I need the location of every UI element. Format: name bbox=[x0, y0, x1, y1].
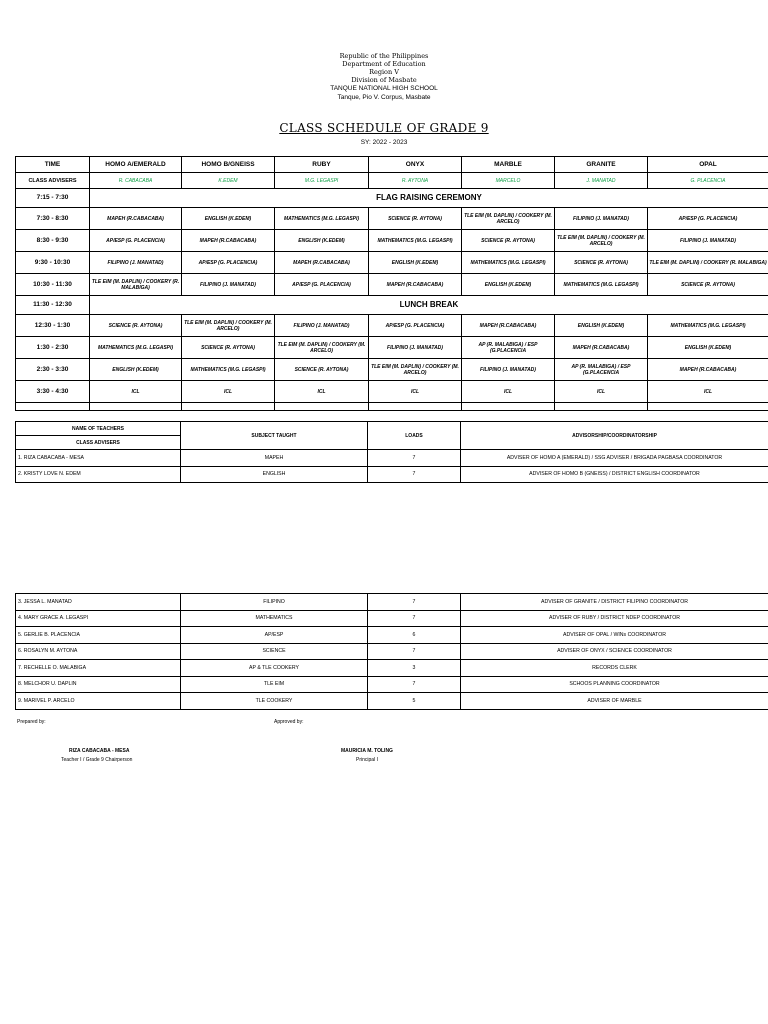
schedule-cell: ICL bbox=[182, 381, 275, 403]
blank-cell bbox=[90, 403, 182, 411]
schedule-row bbox=[16, 359, 768, 381]
blank-cell bbox=[182, 403, 275, 411]
schedule-cell: MATHEMATICS (M.G. LEGASPI) bbox=[182, 359, 275, 381]
teacher-loads: 7 bbox=[368, 466, 461, 483]
time-slot: 9:30 - 10:30 bbox=[16, 252, 90, 274]
schedule-cell: FILIPINO (J. MANATAD) bbox=[182, 274, 275, 296]
time-slot: 3:30 - 4:30 bbox=[16, 381, 90, 403]
schedule-header-row bbox=[16, 157, 768, 173]
teacher-role: ADVISER OF RUBY / DISTRICT NDEP COORDINATOR bbox=[461, 610, 768, 627]
teacher-row bbox=[16, 610, 768, 627]
school-year: SY: 2022 - 2023 bbox=[360, 139, 408, 146]
time-slot: 8:30 - 9:30 bbox=[16, 230, 90, 252]
teacher-name: 7. RECHELLE O. MALABIGA bbox=[16, 660, 181, 677]
schedule-cell: SCIENCE (R. AYTONA) bbox=[648, 274, 768, 296]
header-advisorship: ADVISORSHIP/COORDINATORSHIP bbox=[461, 422, 768, 450]
schedule-table bbox=[15, 156, 768, 411]
schedule-cell: AP/ESP (G. PLACENCIA) bbox=[182, 252, 275, 274]
time-slot: 7:30 - 8:30 bbox=[16, 208, 90, 230]
teacher-subject: FILIPINO bbox=[181, 594, 368, 611]
class-adviser-name: M.G. LEGASPI bbox=[275, 173, 369, 189]
teacher-row bbox=[16, 450, 768, 467]
schedule-cell: ENGLISH (K.EDEM) bbox=[275, 230, 369, 252]
school-address: Tanque, Pio V. Corpus, Masbate bbox=[337, 94, 431, 101]
teacher-subject: AP & TLE COOKERY bbox=[181, 660, 368, 677]
teacher-subject: ENGLISH bbox=[181, 466, 368, 483]
blank-cell bbox=[369, 403, 462, 411]
schedule-cell: MATHEMATICS (M.G. LEGASPI) bbox=[648, 315, 768, 337]
teachers-table-top bbox=[15, 421, 768, 483]
header-name-of-teachers: NAME OF TEACHERS bbox=[16, 422, 181, 436]
schedule-cell: SCIENCE (R. AYTONA) bbox=[275, 359, 369, 381]
prepared-by-title: Teacher I / Grade 9 Chairperson bbox=[61, 757, 133, 763]
teacher-name: 8. MELCHOR U. DAPLIN bbox=[16, 676, 181, 693]
teacher-name: 6. ROSALYN M. AYTONA bbox=[16, 643, 181, 660]
teacher-role: SCHOOS PLANNING COORDINATOR bbox=[461, 676, 768, 693]
teacher-loads: 7 bbox=[368, 676, 461, 693]
schedule-cell: SCIENCE (R. AYTONA) bbox=[182, 337, 275, 359]
teacher-role: RECORDS CLERK bbox=[461, 660, 768, 677]
schedule-cell: AP/ESP (G. PLACENCIA) bbox=[90, 230, 182, 252]
schedule-cell: MAPEH (R.CABACABA) bbox=[182, 230, 275, 252]
schedule-cell: TLE EIM (M. DAPLIN) / COOKERY (M. ARCELO) bbox=[555, 230, 648, 252]
class-adviser-name: G. PLACENCIA bbox=[648, 173, 768, 189]
schedule-row bbox=[16, 230, 768, 252]
letterhead-line-3: Region V bbox=[369, 68, 399, 76]
schedule-cell: FILIPINO (J. MANATAD) bbox=[275, 315, 369, 337]
schedule-cell: MAPEH (R.CABACABA) bbox=[648, 359, 768, 381]
schedule-cell: MAPEH (R.CABACABA) bbox=[555, 337, 648, 359]
teacher-role: ADVISER OF HOMO B (GNEISS) / DISTRICT ENGLISH COORDINATOR bbox=[461, 466, 768, 483]
schedule-cell: TLE EIM (M. DAPLIN) / COOKERY (R. MALABIGA) bbox=[648, 252, 768, 274]
class-adviser-name: MARCELO bbox=[462, 173, 555, 189]
schedule-cell: ICL bbox=[648, 381, 768, 403]
schedule-row bbox=[16, 189, 768, 208]
schedule-cell: TLE EIM (M. DAPLIN) / COOKERY (M. ARCELO) bbox=[462, 208, 555, 230]
teacher-subject: TLE COOKERY bbox=[181, 693, 368, 710]
teacher-subject: MATHEMATICS bbox=[181, 610, 368, 627]
schedule-cell: FILIPINO (J. MANATAD) bbox=[555, 208, 648, 230]
schedule-cell: ENGLISH (K.EDEM) bbox=[648, 337, 768, 359]
schedule-cell: SCIENCE (R. AYTONA) bbox=[462, 230, 555, 252]
schedule-cell: TLE EIM (M. DAPLIN) / COOKERY (M. ARCELO) bbox=[182, 315, 275, 337]
blank-cell bbox=[462, 403, 555, 411]
teacher-loads: 5 bbox=[368, 693, 461, 710]
teacher-role: ADVISER OF GRANITE / DISTRICT FILIPINO COORDINATOR bbox=[461, 594, 768, 611]
teacher-name: 3. JESSA L. MANATAD bbox=[16, 594, 181, 611]
column-header: TIME bbox=[16, 157, 90, 173]
schedule-cell: AP (R. MALABIGA) / ESP (G.PLACENCIA bbox=[555, 359, 648, 381]
header-class-advisers: CLASS ADVISERS bbox=[16, 436, 181, 450]
teacher-role: ADVISER OF OPAL / WINs COORDINATOR bbox=[461, 627, 768, 644]
page-title-text: CLASS SCHEDULE OF GRADE 9 bbox=[279, 121, 489, 135]
page-title bbox=[0, 121, 768, 135]
schedule-cell: AP/ESP (G. PLACENCIA) bbox=[275, 274, 369, 296]
teacher-row bbox=[16, 466, 768, 483]
schedule-cell: MATHEMATICS (M.G. LEGASPI) bbox=[462, 252, 555, 274]
approved-by-label: Approved by: bbox=[274, 719, 304, 725]
schedule-row bbox=[16, 315, 768, 337]
time-slot: 7:15 - 7:30 bbox=[16, 189, 90, 208]
prepared-by-name: RIZA CABACABA - MESA bbox=[69, 748, 130, 754]
teacher-loads: 7 bbox=[368, 610, 461, 627]
class-adviser-name: K.EDEM bbox=[182, 173, 275, 189]
schedule-span-cell: LUNCH BREAK bbox=[90, 296, 768, 315]
teacher-loads: 7 bbox=[368, 450, 461, 467]
teachers-table-bottom bbox=[15, 593, 768, 710]
blank-cell bbox=[275, 403, 369, 411]
teacher-name: 1. RIZA CABACABA - MESA bbox=[16, 450, 181, 467]
schedule-cell: FILIPINO (J. MANATAD) bbox=[648, 230, 768, 252]
class-advisers-label: CLASS ADVISERS bbox=[16, 173, 90, 189]
teacher-row bbox=[16, 693, 768, 710]
schedule-cell: MAPEH (R.CABACABA) bbox=[462, 315, 555, 337]
schedule-cell: ICL bbox=[275, 381, 369, 403]
schedule-blank-row bbox=[16, 403, 768, 411]
schedule-cell: ENGLISH (K.EDEM) bbox=[182, 208, 275, 230]
teacher-subject: TLE EIM bbox=[181, 676, 368, 693]
blank-cell bbox=[555, 403, 648, 411]
schedule-cell: MAPEH (R.CABACABA) bbox=[90, 208, 182, 230]
teacher-name: 9. MARIVEL P. ARCELO bbox=[16, 693, 181, 710]
schedule-row bbox=[16, 381, 768, 403]
time-slot: 11:30 - 12:30 bbox=[16, 296, 90, 315]
class-adviser-name: R. CABACABA bbox=[90, 173, 182, 189]
teacher-loads: 3 bbox=[368, 660, 461, 677]
schedule-cell: MATHEMATICS (M.G. LEGASPI) bbox=[90, 337, 182, 359]
schedule-cell: FILIPINO (J. MANATAD) bbox=[90, 252, 182, 274]
column-header: HOMO A/EMERALD bbox=[90, 157, 182, 173]
schedule-cell: SCIENCE (R. AYTONA) bbox=[369, 208, 462, 230]
teacher-loads: 7 bbox=[368, 643, 461, 660]
teacher-row bbox=[16, 660, 768, 677]
approved-by-title: Principal I bbox=[356, 757, 378, 763]
schedule-cell: ICL bbox=[90, 381, 182, 403]
class-advisers-row bbox=[16, 173, 768, 189]
schedule-cell: FILIPINO (J. MANATAD) bbox=[462, 359, 555, 381]
teacher-name: 5. GERLIE B. PLACENCIA bbox=[16, 627, 181, 644]
column-header: RUBY bbox=[275, 157, 369, 173]
schedule-cell: ICL bbox=[369, 381, 462, 403]
schedule-row bbox=[16, 252, 768, 274]
schedule-row bbox=[16, 296, 768, 315]
letterhead-line-2: Department of Education bbox=[342, 60, 426, 68]
letterhead-line-4: Division of Masbate bbox=[351, 76, 417, 84]
column-header: MARBLE bbox=[462, 157, 555, 173]
schedule-cell: ENGLISH (K.EDEM) bbox=[555, 315, 648, 337]
schedule-cell: SCIENCE (R. AYTONA) bbox=[555, 252, 648, 274]
blank-cell bbox=[16, 403, 90, 411]
schedule-cell: MAPEH (R.CABACABA) bbox=[275, 252, 369, 274]
schedule-cell: ENGLISH (K.EDEM) bbox=[90, 359, 182, 381]
header-loads: LOADS bbox=[368, 422, 461, 450]
teacher-role: ADVISER OF HOMO A (EMERALD) / SSG ADVISER / BRIGADA PAGBASA COORDINATOR bbox=[461, 450, 768, 467]
column-header: HOMO B/GNEISS bbox=[182, 157, 275, 173]
school-name: TANQUE NATIONAL HIGH SCHOOL bbox=[330, 85, 438, 92]
prepared-by-label: Prepared by: bbox=[17, 719, 46, 725]
teacher-loads: 7 bbox=[368, 594, 461, 611]
schedule-cell: TLE EIM (M. DAPLIN) / COOKERY (M. ARCELO) bbox=[369, 359, 462, 381]
approved-by-name: MAURICIA M. TOLING bbox=[341, 748, 393, 754]
time-slot: 2:30 - 3:30 bbox=[16, 359, 90, 381]
schedule-cell: MATHEMATICS (M.G. LEGASPI) bbox=[555, 274, 648, 296]
schedule-cell: ICL bbox=[555, 381, 648, 403]
schedule-cell: AP/ESP (G. PLACENCIA) bbox=[369, 315, 462, 337]
class-adviser-name: J. MANATAD bbox=[555, 173, 648, 189]
teacher-role: ADVISER OF MARBLE bbox=[461, 693, 768, 710]
teacher-row bbox=[16, 627, 768, 644]
class-adviser-name: R. AYTONA bbox=[369, 173, 462, 189]
teacher-row bbox=[16, 643, 768, 660]
schedule-row bbox=[16, 208, 768, 230]
time-slot: 12:30 - 1:30 bbox=[16, 315, 90, 337]
teacher-subject: SCIENCE bbox=[181, 643, 368, 660]
schedule-cell: MATHEMATICS (M.G. LEGASPI) bbox=[275, 208, 369, 230]
schedule-row bbox=[16, 337, 768, 359]
schedule-cell: AP/ESP (G. PLACENCIA) bbox=[648, 208, 768, 230]
blank-cell bbox=[648, 403, 768, 411]
schedule-cell: MAPEH (R.CABACABA) bbox=[369, 274, 462, 296]
column-header: ONYX bbox=[369, 157, 462, 173]
column-header: GRANITE bbox=[555, 157, 648, 173]
time-slot: 1:30 - 2:30 bbox=[16, 337, 90, 359]
time-slot: 10:30 - 11:30 bbox=[16, 274, 90, 296]
schedule-row bbox=[16, 274, 768, 296]
schedule-cell: TLE EIM (M. DAPLIN) / COOKERY (M. ARCELO) bbox=[275, 337, 369, 359]
header-subject-taught: SUBJECT TAUGHT bbox=[181, 422, 368, 450]
teacher-subject: AP/ESP bbox=[181, 627, 368, 644]
teacher-loads: 6 bbox=[368, 627, 461, 644]
schedule-cell: TLE EIM (M. DAPLIN) / COOKERY (R. MALABIGA) bbox=[90, 274, 182, 296]
schedule-cell: AP (R. MALABIGA) / ESP (G.PLACENCIA bbox=[462, 337, 555, 359]
column-header: OPAL bbox=[648, 157, 768, 173]
schedule-cell: FILIPINO (J. MANATAD) bbox=[369, 337, 462, 359]
teacher-role: ADVISER OF ONYX / SCIENCE COORDINATOR bbox=[461, 643, 768, 660]
schedule-cell: ENGLISH (K.EDEM) bbox=[369, 252, 462, 274]
teacher-name: 4. MARY GRACE A. LEGASPI bbox=[16, 610, 181, 627]
teacher-row bbox=[16, 594, 768, 611]
teacher-subject: MAPEH bbox=[181, 450, 368, 467]
schedule-cell: ICL bbox=[462, 381, 555, 403]
letterhead-line-1: Republic of the Philippines bbox=[339, 52, 429, 60]
schedule-cell: SCIENCE (R. AYTONA) bbox=[90, 315, 182, 337]
schedule-cell: ENGLISH (K.EDEM) bbox=[462, 274, 555, 296]
teacher-name: 2. KRISTY LOVE N. EDEM bbox=[16, 466, 181, 483]
schedule-cell: MATHEMATICS (M.G. LEGASPI) bbox=[369, 230, 462, 252]
schedule-span-cell: FLAG RAISING CEREMONY bbox=[90, 189, 768, 208]
teacher-row bbox=[16, 676, 768, 693]
